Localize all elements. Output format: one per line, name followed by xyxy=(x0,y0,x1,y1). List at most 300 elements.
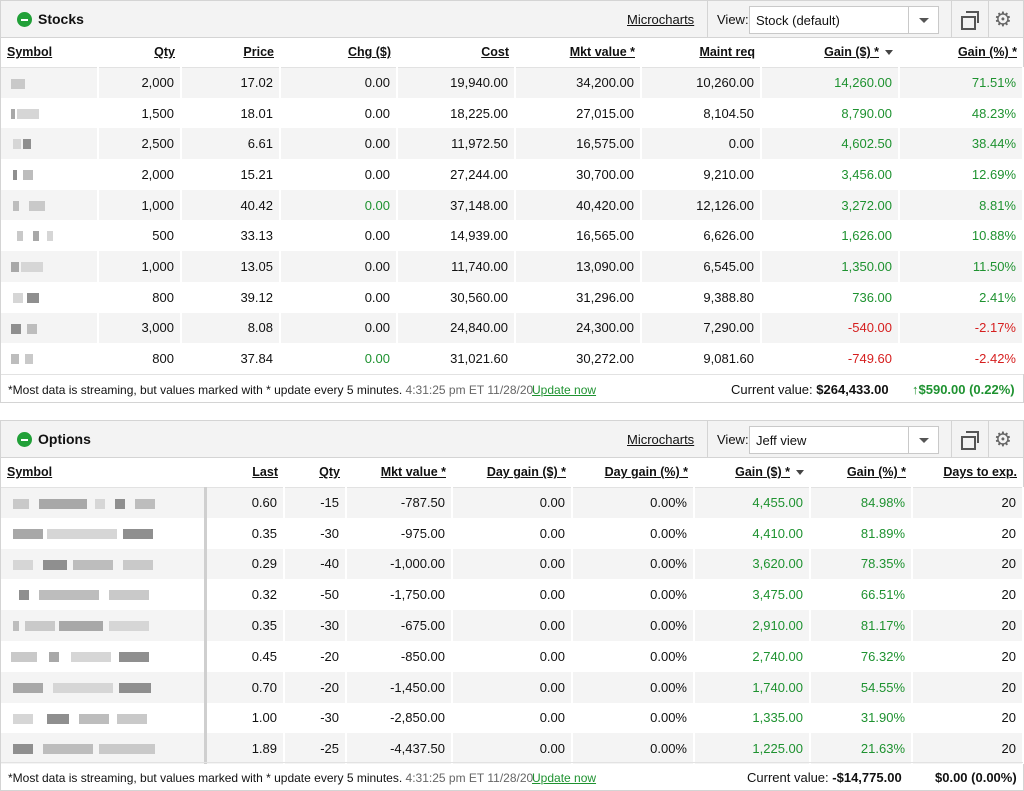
mkt-value-cell: -1,750.00 xyxy=(346,579,452,610)
price-cell: 18.01 xyxy=(181,98,280,129)
sort-desc-icon xyxy=(885,50,893,55)
maint-req-cell: 7,290.00 xyxy=(641,313,761,344)
day-gain-cell: 0.00 xyxy=(452,487,572,518)
redacted-symbol-block xyxy=(47,231,53,241)
chg-cell: 0.00 xyxy=(280,220,397,251)
day-gain-pct-cell: 0.00% xyxy=(572,703,694,734)
qty-cell: -25 xyxy=(284,733,346,764)
day-gain-cell: 0.00 xyxy=(452,610,572,641)
cost-cell: 11,972.50 xyxy=(397,128,515,159)
table-row[interactable] xyxy=(1,672,1023,703)
day-gain-cell: 0.00 xyxy=(452,703,572,734)
col-header-mkt-value[interactable]: Mkt value * xyxy=(515,38,641,67)
gain-cell: 1,225.00 xyxy=(694,733,810,764)
options-table xyxy=(1,458,1024,764)
redacted-symbol-block xyxy=(135,499,155,509)
gain-pct-cell: 84.98% xyxy=(810,487,912,518)
gain-pct-cell: 81.17% xyxy=(810,610,912,641)
chg-cell: 0.00 xyxy=(280,67,397,98)
gain-pct-cell: 10.88% xyxy=(899,220,1023,251)
gain-pct-cell: 21.63% xyxy=(810,733,912,764)
price-cell: 33.13 xyxy=(181,220,280,251)
table-row[interactable] xyxy=(1,549,1023,580)
col-header-price[interactable]: Price xyxy=(181,38,280,67)
maint-req-cell: 12,126.00 xyxy=(641,190,761,221)
gain-cell: 14,260.00 xyxy=(761,67,899,98)
chg-cell: 0.00 xyxy=(280,128,397,159)
gear-icon[interactable]: ⚙ xyxy=(994,429,1012,451)
divider xyxy=(951,421,952,458)
gain-pct-cell: -2.42% xyxy=(899,343,1023,374)
symbol-cell[interactable] xyxy=(1,487,205,518)
mkt-value-cell: -1,450.00 xyxy=(346,672,452,703)
mkt-value-cell: -975.00 xyxy=(346,518,452,549)
redacted-symbol-block xyxy=(43,560,67,570)
view-select-value: Jeff view xyxy=(756,433,807,448)
mkt-value-cell: 16,575.00 xyxy=(515,128,641,159)
qty-cell: 500 xyxy=(98,220,181,251)
gain-cell: 2,740.00 xyxy=(694,641,810,672)
panel-title: Options xyxy=(38,431,91,447)
gain-cell: 1,626.00 xyxy=(761,220,899,251)
table-row[interactable] xyxy=(1,641,1023,672)
stocks-header xyxy=(1,1,1023,38)
chg-cell: 0.00 xyxy=(280,343,397,374)
mkt-value-cell: 34,200.00 xyxy=(515,67,641,98)
col-header-symbol[interactable]: Symbol xyxy=(1,458,205,487)
qty-cell: -30 xyxy=(284,610,346,641)
col-header-maint-req[interactable]: Maint req xyxy=(641,38,761,67)
stocks-footer xyxy=(1,374,1023,402)
mkt-value-cell: 30,272.00 xyxy=(515,343,641,374)
redacted-symbol-block xyxy=(29,201,45,211)
popout-icon[interactable] xyxy=(961,431,979,447)
last-cell: 0.70 xyxy=(205,672,284,703)
day-gain-pct-cell: 0.00% xyxy=(572,487,694,518)
gain-cell: 1,350.00 xyxy=(761,251,899,282)
redacted-symbol-block xyxy=(13,201,19,211)
divider xyxy=(988,1,989,38)
redacted-symbol-block xyxy=(11,324,21,334)
table-row[interactable] xyxy=(1,220,1023,251)
col-header-gain-pct[interactable]: Gain (%) * xyxy=(810,458,912,487)
gain-pct-cell: 31.90% xyxy=(810,703,912,734)
current-value xyxy=(747,770,902,785)
col-header-gain-pct[interactable]: Gain (%) * xyxy=(899,38,1023,67)
gain-cell: 1,335.00 xyxy=(694,703,810,734)
day-gain-cell: 0.00 xyxy=(452,579,572,610)
maint-req-cell: 0.00 xyxy=(641,128,761,159)
maint-req-cell: 8,104.50 xyxy=(641,98,761,129)
maint-req-cell: 6,626.00 xyxy=(641,220,761,251)
day-change: $0.00 (0.00%) xyxy=(935,770,1017,785)
gain-pct-cell: 76.32% xyxy=(810,641,912,672)
symbol-cell[interactable] xyxy=(1,251,98,282)
days-to-exp-cell: 20 xyxy=(912,610,1023,641)
redacted-symbol-block xyxy=(73,560,113,570)
redacted-symbol-block xyxy=(17,231,23,241)
gain-cell: 4,602.50 xyxy=(761,128,899,159)
redacted-symbol-block xyxy=(39,590,99,600)
col-header-qty[interactable]: Qty xyxy=(98,38,181,67)
redacted-symbol-block xyxy=(11,79,25,89)
col-header-mkt-value[interactable]: Mkt value * xyxy=(346,458,452,487)
gain-cell: 3,272.00 xyxy=(761,190,899,221)
day-gain-pct-cell: 0.00% xyxy=(572,733,694,764)
day-gain-cell: 0.00 xyxy=(452,549,572,580)
table-header-row xyxy=(1,458,1023,487)
redacted-symbol-block xyxy=(23,139,31,149)
cost-cell: 37,148.00 xyxy=(397,190,515,221)
days-to-exp-cell: 20 xyxy=(912,733,1023,764)
col-header-cost[interactable]: Cost xyxy=(397,38,515,67)
days-to-exp-cell: 20 xyxy=(912,579,1023,610)
day-gain-pct-cell: 0.00% xyxy=(572,610,694,641)
price-cell: 6.61 xyxy=(181,128,280,159)
mkt-value-cell: 16,565.00 xyxy=(515,220,641,251)
qty-cell: -20 xyxy=(284,672,346,703)
maint-req-cell: 6,545.00 xyxy=(641,251,761,282)
qty-cell: 800 xyxy=(98,343,181,374)
col-header-days-to-exp[interactable]: Days to exp. xyxy=(912,458,1023,487)
mkt-value-cell: -675.00 xyxy=(346,610,452,641)
table-row[interactable] xyxy=(1,733,1023,764)
redacted-symbol-block xyxy=(19,590,29,600)
symbol-cell[interactable] xyxy=(1,128,98,159)
microcharts-link[interactable]: Microcharts xyxy=(627,12,695,27)
redacted-symbol-block xyxy=(25,354,33,364)
qty-cell: 1,000 xyxy=(98,190,181,221)
symbol-cell[interactable] xyxy=(1,641,205,672)
divider xyxy=(988,421,989,458)
redacted-symbol-block xyxy=(123,560,153,570)
cost-cell: 27,244.00 xyxy=(397,159,515,190)
last-cell: 0.45 xyxy=(205,641,284,672)
table-row[interactable] xyxy=(1,282,1023,313)
popout-icon[interactable] xyxy=(961,11,979,27)
redacted-symbol-block xyxy=(11,262,19,272)
gain-cell: -540.00 xyxy=(761,313,899,344)
col-header-last[interactable]: Last xyxy=(205,458,284,487)
last-cell: 1.89 xyxy=(205,733,284,764)
days-to-exp-cell: 20 xyxy=(912,487,1023,518)
redacted-symbol-block xyxy=(13,560,33,570)
redacted-symbol-block xyxy=(123,529,153,539)
redacted-symbol-block xyxy=(99,744,155,754)
gain-cell: 4,410.00 xyxy=(694,518,810,549)
mkt-value-cell: 30,700.00 xyxy=(515,159,641,190)
redacted-symbol-block xyxy=(59,621,103,631)
col-header-gain[interactable] xyxy=(761,38,899,67)
footer-time: 4:31:25 pm ET 11/28/20 xyxy=(405,771,534,785)
gain-pct-cell: 81.89% xyxy=(810,518,912,549)
sort-desc-icon xyxy=(796,470,804,475)
mkt-value-cell: 40,420.00 xyxy=(515,190,641,221)
table-row[interactable] xyxy=(1,610,1023,641)
qty-cell: 2,500 xyxy=(98,128,181,159)
gain-pct-cell: 66.51% xyxy=(810,579,912,610)
last-cell: 0.29 xyxy=(205,549,284,580)
cost-cell: 18,225.00 xyxy=(397,98,515,129)
cost-cell: 11,740.00 xyxy=(397,251,515,282)
redacted-symbol-block xyxy=(23,170,33,180)
day-gain-cell: 0.00 xyxy=(452,733,572,764)
collapse-icon[interactable] xyxy=(17,432,32,447)
redacted-symbol-block xyxy=(79,714,109,724)
chg-cell: 0.00 xyxy=(280,282,397,313)
redacted-symbol-block xyxy=(13,621,19,631)
symbol-cell[interactable] xyxy=(1,220,98,251)
qty-cell: 1,000 xyxy=(98,251,181,282)
redacted-symbol-block xyxy=(25,621,55,631)
price-cell: 17.02 xyxy=(181,67,280,98)
redacted-symbol-block xyxy=(119,652,149,662)
qty-cell: 2,000 xyxy=(98,159,181,190)
redacted-symbol-block xyxy=(13,683,43,693)
redacted-symbol-block xyxy=(13,139,21,149)
view-select-value: Stock (default) xyxy=(756,13,840,28)
redacted-symbol-block xyxy=(109,590,149,600)
redacted-symbol-block xyxy=(27,324,37,334)
qty-cell: 1,500 xyxy=(98,98,181,129)
gain-cell: 1,740.00 xyxy=(694,672,810,703)
symbol-cell[interactable] xyxy=(1,610,205,641)
redacted-symbol-block xyxy=(109,621,149,631)
price-cell: 39.12 xyxy=(181,282,280,313)
col-header-chg[interactable]: Chg ($) xyxy=(280,38,397,67)
maint-req-cell: 10,260.00 xyxy=(641,67,761,98)
mkt-value-cell: 13,090.00 xyxy=(515,251,641,282)
day-gain-cell: 0.00 xyxy=(452,672,572,703)
collapse-icon[interactable] xyxy=(17,12,32,27)
table-row[interactable] xyxy=(1,128,1023,159)
gain-cell: 736.00 xyxy=(761,282,899,313)
chg-cell: 0.00 xyxy=(280,251,397,282)
gain-cell: 2,910.00 xyxy=(694,610,810,641)
qty-cell: 2,000 xyxy=(98,67,181,98)
gain-cell: 3,620.00 xyxy=(694,549,810,580)
redacted-symbol-block xyxy=(95,499,105,509)
price-cell: 15.21 xyxy=(181,159,280,190)
gain-pct-cell: 11.50% xyxy=(899,251,1023,282)
qty-cell: -20 xyxy=(284,641,346,672)
redacted-symbol-block xyxy=(17,109,39,119)
last-cell: 0.35 xyxy=(205,518,284,549)
chg-cell: 0.00 xyxy=(280,98,397,129)
gain-pct-cell: 48.23% xyxy=(899,98,1023,129)
table-row[interactable] xyxy=(1,251,1023,282)
table-row[interactable] xyxy=(1,579,1023,610)
gain-cell: 3,475.00 xyxy=(694,579,810,610)
chg-cell: 0.00 xyxy=(280,190,397,221)
qty-cell: -50 xyxy=(284,579,346,610)
cost-cell: 30,560.00 xyxy=(397,282,515,313)
redacted-symbol-block xyxy=(13,529,43,539)
microcharts-link[interactable]: Microcharts xyxy=(627,432,695,447)
mkt-value-cell: 24,300.00 xyxy=(515,313,641,344)
cost-cell: 24,840.00 xyxy=(397,313,515,344)
table-row[interactable] xyxy=(1,313,1023,344)
qty-cell: 800 xyxy=(98,282,181,313)
gain-cell: -749.60 xyxy=(761,343,899,374)
price-cell: 40.42 xyxy=(181,190,280,221)
divider xyxy=(707,1,708,38)
view-label: View: xyxy=(717,12,749,27)
day-gain-pct-cell: 0.00% xyxy=(572,672,694,703)
day-gain-pct-cell: 0.00% xyxy=(572,518,694,549)
redacted-symbol-block xyxy=(13,744,33,754)
gain-pct-cell: 12.69% xyxy=(899,159,1023,190)
options-footer xyxy=(1,762,1023,790)
view-label: View: xyxy=(717,432,749,447)
redacted-symbol-block xyxy=(13,714,33,724)
chg-cell: 0.00 xyxy=(280,313,397,344)
table-row[interactable] xyxy=(1,190,1023,221)
options-header xyxy=(1,421,1023,458)
gain-pct-cell: 38.44% xyxy=(899,128,1023,159)
current-value-amount: $264,433.00 xyxy=(816,382,889,397)
days-to-exp-cell: 20 xyxy=(912,518,1023,549)
redacted-symbol-block xyxy=(115,499,125,509)
redacted-symbol-block xyxy=(27,293,39,303)
last-cell: 0.35 xyxy=(205,610,284,641)
redacted-symbol-block xyxy=(117,714,147,724)
table-row[interactable] xyxy=(1,487,1023,518)
symbol-cell[interactable] xyxy=(1,313,98,344)
cost-cell: 19,940.00 xyxy=(397,67,515,98)
update-now-link[interactable]: Update now xyxy=(532,771,597,785)
view-select[interactable] xyxy=(749,6,939,34)
chevron-down-icon[interactable] xyxy=(908,427,938,453)
chevron-down-icon[interactable] xyxy=(908,7,938,33)
panel-title: Stocks xyxy=(38,11,84,27)
day-gain-pct-cell: 0.00% xyxy=(572,549,694,580)
col-header-day-gain[interactable]: Day gain ($) * xyxy=(452,458,572,487)
redacted-symbol-block xyxy=(13,499,29,509)
current-value xyxy=(731,382,889,397)
gain-cell: 8,790.00 xyxy=(761,98,899,129)
gear-icon[interactable]: ⚙ xyxy=(994,9,1012,31)
col-header-gain[interactable] xyxy=(694,458,810,487)
days-to-exp-cell: 20 xyxy=(912,703,1023,734)
table-row[interactable] xyxy=(1,518,1023,549)
symbol-cell[interactable] xyxy=(1,518,205,549)
col-header-day-gain-pct[interactable]: Day gain (%) * xyxy=(572,458,694,487)
qty-cell: -30 xyxy=(284,703,346,734)
redacted-symbol-block xyxy=(53,683,113,693)
day-gain-pct-cell: 0.00% xyxy=(572,641,694,672)
table-row[interactable] xyxy=(1,703,1023,734)
maint-req-cell: 9,210.00 xyxy=(641,159,761,190)
symbol-cell[interactable] xyxy=(1,67,98,98)
table-row[interactable] xyxy=(1,98,1023,129)
redacted-symbol-block xyxy=(71,652,111,662)
days-to-exp-cell: 20 xyxy=(912,672,1023,703)
redacted-symbol-block xyxy=(13,293,23,303)
col-header-symbol[interactable]: Symbol xyxy=(1,38,98,67)
symbol-cell[interactable] xyxy=(1,159,98,190)
current-value-amount: -$14,775.00 xyxy=(832,770,902,785)
symbol-cell[interactable] xyxy=(1,579,205,610)
col-header-qty[interactable]: Qty xyxy=(284,458,346,487)
days-to-exp-cell: 20 xyxy=(912,549,1023,580)
gain-pct-cell: 8.81% xyxy=(899,190,1023,221)
table-row[interactable] xyxy=(1,67,1023,98)
footer-time: 4:31:25 pm ET 11/28/20 xyxy=(405,383,534,397)
redacted-symbol-block xyxy=(11,354,19,364)
price-cell: 13.05 xyxy=(181,251,280,282)
gain-pct-cell: 71.51% xyxy=(899,67,1023,98)
price-cell: 37.84 xyxy=(181,343,280,374)
symbol-cell[interactable] xyxy=(1,343,98,374)
days-to-exp-cell: 20 xyxy=(912,641,1023,672)
mkt-value-cell: -850.00 xyxy=(346,641,452,672)
col-header-gain-label: Gain ($) * xyxy=(735,465,790,480)
chg-cell: 0.00 xyxy=(280,159,397,190)
stocks-table xyxy=(1,38,1024,374)
options-panel xyxy=(0,420,1024,791)
last-cell: 0.60 xyxy=(205,487,284,518)
mkt-value-cell: 31,296.00 xyxy=(515,282,641,313)
day-gain-cell: 0.00 xyxy=(452,518,572,549)
mkt-value-cell: -2,850.00 xyxy=(346,703,452,734)
col-header-gain-label: Gain ($) * xyxy=(824,45,879,60)
mkt-value-cell: 27,015.00 xyxy=(515,98,641,129)
gain-pct-cell: 78.35% xyxy=(810,549,912,580)
qty-cell: 3,000 xyxy=(98,313,181,344)
maint-req-cell: 9,081.60 xyxy=(641,343,761,374)
symbol-cell[interactable] xyxy=(1,549,205,580)
last-cell: 1.00 xyxy=(205,703,284,734)
gain-pct-cell: 2.41% xyxy=(899,282,1023,313)
redacted-symbol-block xyxy=(47,529,117,539)
redacted-symbol-block xyxy=(33,231,39,241)
current-value-label: Current value: xyxy=(747,770,829,785)
cost-cell: 31,021.60 xyxy=(397,343,515,374)
footer-note-text: *Most data is streaming, but values marked with * update every 5 minutes. xyxy=(8,383,403,397)
symbol-cell[interactable] xyxy=(1,190,98,221)
divider xyxy=(951,1,952,38)
footer-note xyxy=(8,383,533,397)
update-now-link[interactable]: Update now xyxy=(532,383,597,397)
mkt-value-cell: -4,437.50 xyxy=(346,733,452,764)
gain-pct-cell: 54.55% xyxy=(810,672,912,703)
redacted-symbol-block xyxy=(119,683,151,693)
symbol-cell[interactable] xyxy=(1,672,205,703)
symbol-cell[interactable] xyxy=(1,703,205,734)
gain-pct-cell: -2.17% xyxy=(899,313,1023,344)
symbol-cell[interactable] xyxy=(1,733,205,764)
redacted-symbol-block xyxy=(13,170,17,180)
mkt-value-cell: -1,000.00 xyxy=(346,549,452,580)
table-header-row xyxy=(1,38,1023,67)
redacted-symbol-block xyxy=(11,652,37,662)
symbol-cell[interactable] xyxy=(1,98,98,129)
qty-cell: -40 xyxy=(284,549,346,580)
table-row[interactable] xyxy=(1,343,1023,374)
view-select[interactable] xyxy=(749,426,939,454)
last-cell: 0.32 xyxy=(205,579,284,610)
footer-note xyxy=(8,771,533,785)
gain-cell: 4,455.00 xyxy=(694,487,810,518)
day-gain-pct-cell: 0.00% xyxy=(572,579,694,610)
symbol-cell[interactable] xyxy=(1,282,98,313)
price-cell: 8.08 xyxy=(181,313,280,344)
divider xyxy=(707,421,708,458)
table-row[interactable] xyxy=(1,159,1023,190)
redacted-symbol-block xyxy=(11,109,15,119)
footer-note-text: *Most data is streaming, but values marked with * update every 5 minutes. xyxy=(8,771,403,785)
